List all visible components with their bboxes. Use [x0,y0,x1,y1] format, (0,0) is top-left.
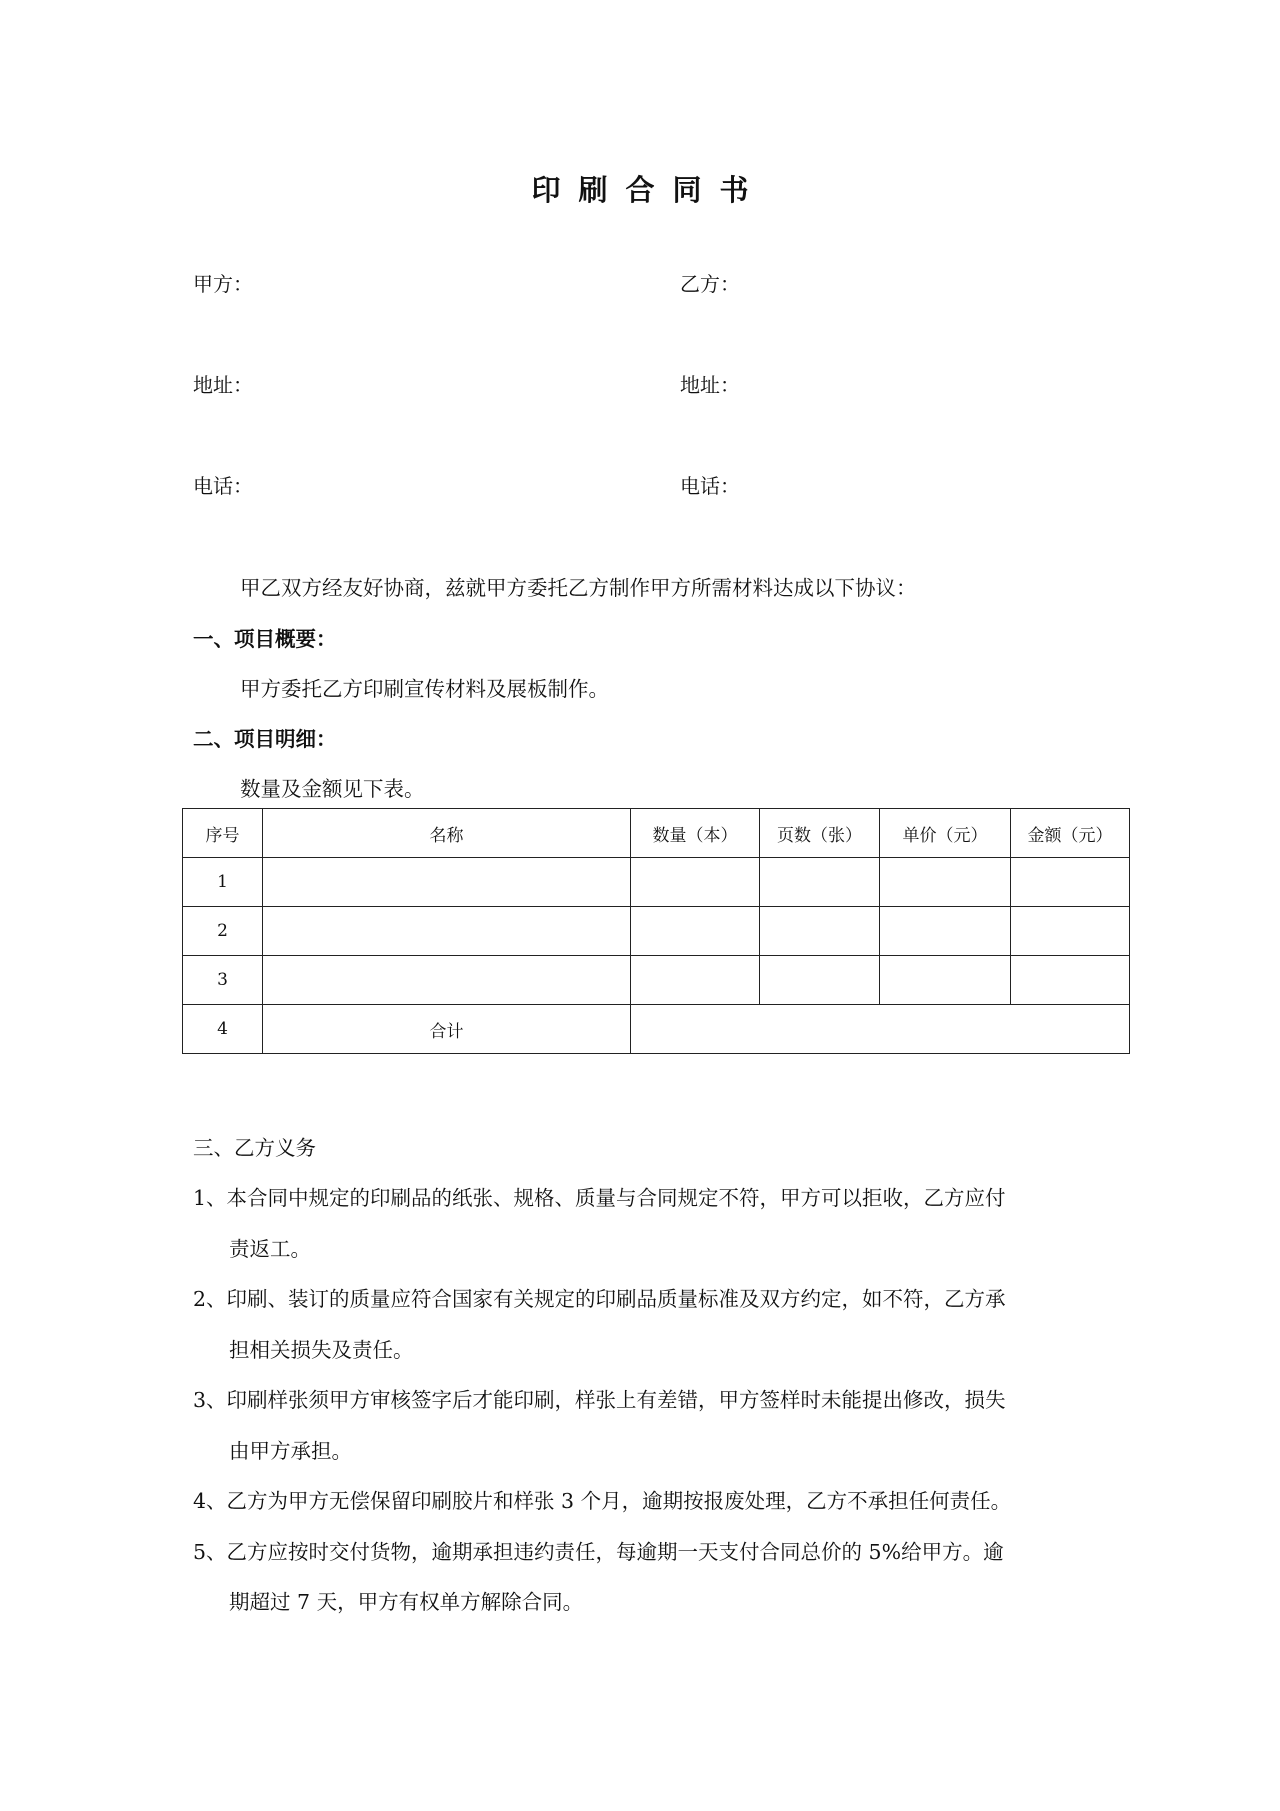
intro-paragraph: 甲乙双方经友好协商，兹就甲方委托乙方制作甲方所需材料达成以下协议： [240,576,917,600]
row-amount-cell [1011,907,1130,956]
term-3-line1: 3、印刷样张须甲方审核签字后才能印刷，样张上有差错，甲方签样时未能提出修改，损失 [193,1388,1006,1412]
table-header-row [183,809,1130,858]
row-quantity-cell [631,858,760,907]
row-unit-price-cell [880,956,1011,1005]
table-row [183,907,1130,956]
row-name-cell [263,907,631,956]
term-5-line1: 5、乙方应按时交付货物，逾期承担违约责任，每逾期一天支付合同总价的 5%给甲方。逾 [193,1540,1004,1564]
table-row [183,858,1130,907]
row-quantity-cell [631,907,760,956]
term-1-line1: 1、本合同中规定的印刷品的纸张、规格、质量与合同规定不符，甲方可以拒收，乙方应付 [193,1186,1006,1210]
table-row [183,956,1130,1005]
term-1-line2: 责返工。 [229,1237,311,1261]
term-2-line2: 担相关损失及责任。 [229,1338,414,1362]
items-table [182,808,1130,1054]
header-index: 序号 [183,809,263,858]
address-a-label: 地址： [193,373,253,397]
row-index: 3 [183,956,263,1005]
total-row-label: 合计 [263,1005,631,1054]
address-b-label: 地址： [680,373,740,397]
total-amount-cell [631,1005,1130,1054]
term-5-line2: 期超过 7 天，甲方有权单方解除合同。 [229,1590,584,1614]
row-index: 2 [183,907,263,956]
section2-body: 数量及金额见下表。 [240,777,425,801]
table-total-row [183,1005,1130,1054]
row-pages-cell [760,858,880,907]
row-unit-price-cell [880,907,1011,956]
row-amount-cell [1011,956,1130,1005]
section2-heading: 二、项目明细： [193,727,337,751]
header-name: 名称 [263,809,631,858]
row-amount-cell [1011,858,1130,907]
term-4-line1: 4、乙方为甲方无偿保留印刷胶片和样张 3 个月，逾期按报废处理，乙方不承担任何责任。 [193,1489,1012,1513]
section1-body: 甲方委托乙方印刷宣传材料及展板制作。 [240,677,609,701]
header-unit-price: 单价（元） [880,809,1011,858]
row-pages-cell [760,907,880,956]
row-name-cell [263,956,631,1005]
header-amount: 金额（元） [1011,809,1130,858]
phone-b-label: 电话： [680,474,740,498]
row-unit-price-cell [880,858,1011,907]
document-title: 印刷合同书 [531,173,767,207]
party-a-label: 甲方： [193,272,253,296]
term-3-line2: 由甲方承担。 [229,1439,352,1463]
term-2-line1: 2、印刷、装订的质量应符合国家有关规定的印刷品质量标准及双方约定，如不符，乙方承 [193,1287,1006,1311]
row-pages-cell [760,956,880,1005]
header-quantity: 数量（本） [631,809,760,858]
section3-heading: 三、乙方义务 [193,1136,316,1160]
row-index: 1 [183,858,263,907]
header-pages: 页数（张） [760,809,880,858]
party-b-label: 乙方： [680,272,740,296]
row-quantity-cell [631,956,760,1005]
row-name-cell [263,858,631,907]
total-row-index: 4 [183,1005,263,1054]
phone-a-label: 电话： [193,474,253,498]
section1-heading: 一、项目概要： [193,627,337,651]
